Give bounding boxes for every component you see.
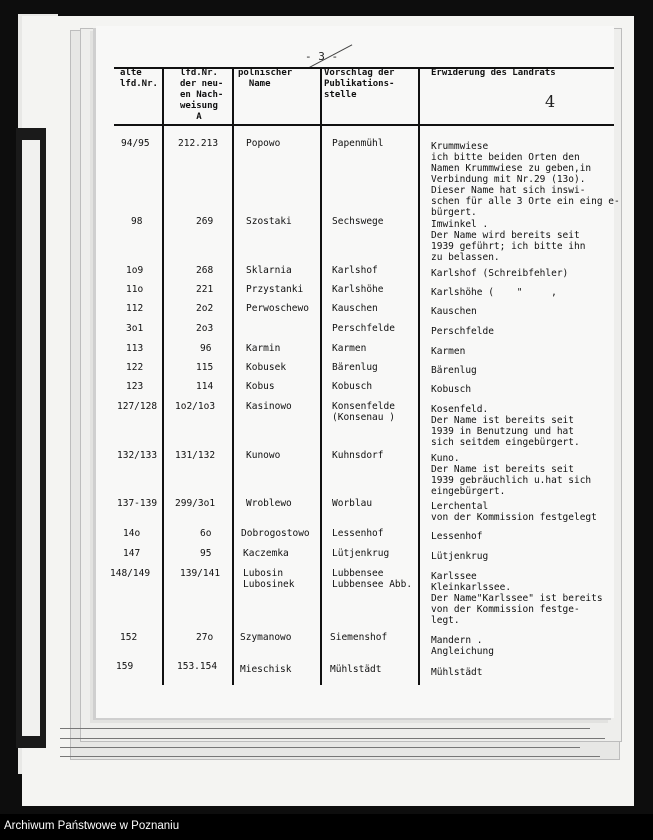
- cell-polnisch: Kobusek: [246, 362, 287, 373]
- column-divider: [320, 67, 322, 685]
- cell-erwiderung: Karlshof (Schreibfehler): [431, 268, 569, 279]
- cell-vorschlag: Kobusch: [332, 381, 373, 392]
- cell-neu: 131/132: [175, 450, 216, 461]
- cell-erwiderung: Karmen: [431, 346, 466, 357]
- cell-neu: 269: [196, 216, 214, 227]
- cell-alt: 98: [131, 216, 143, 227]
- cell-polnisch: Szymanowo: [240, 632, 292, 643]
- cell-polnisch: Szostaki: [246, 216, 292, 227]
- cell-polnisch: Kaczemka: [243, 548, 289, 559]
- header-neue-nr: lfd.Nr. der neu- en Nach- weisung A: [180, 68, 224, 122]
- paper-edges: [60, 720, 620, 790]
- column-divider: [162, 67, 164, 685]
- archive-footer: [0, 814, 653, 840]
- cell-alt: 11o: [126, 284, 144, 295]
- cell-neu: 299/3o1: [175, 498, 216, 509]
- header-alte-nr: alte lfd.Nr.: [120, 68, 158, 89]
- cell-vorschlag: Siemenshof: [330, 632, 388, 643]
- cell-vorschlag: Bärenlug: [332, 362, 378, 373]
- cell-vorschlag: Papenmühl: [332, 138, 384, 149]
- cell-erwiderung: Kauschen: [431, 306, 477, 317]
- cell-alt: 147: [123, 548, 141, 559]
- cell-erwiderung: Perschfelde: [431, 326, 494, 337]
- cell-alt: 1o9: [126, 265, 144, 276]
- page-number: - 3 -: [305, 50, 339, 63]
- cell-vorschlag: Karlshöhe: [332, 284, 384, 295]
- cell-neu: 96: [200, 343, 212, 354]
- cell-polnisch: Kasinowo: [246, 401, 292, 412]
- cell-erwiderung: Mühlstädt: [431, 667, 483, 678]
- cell-erwiderung: Imwinkel . Der Name wird bereits seit 1939 geführt; ich bitte ihn zu belassen.: [431, 219, 586, 263]
- cell-polnisch: Kunowo: [246, 450, 281, 461]
- cell-vorschlag: Lütjenkrug: [332, 548, 390, 559]
- cell-neu: 2o2: [196, 303, 214, 314]
- cell-vorschlag: Kauschen: [332, 303, 378, 314]
- cell-vorschlag: Lessenhof: [332, 528, 384, 539]
- cell-erwiderung: Lessenhof: [431, 531, 483, 542]
- cell-erwiderung: Lütjenkrug: [431, 551, 489, 562]
- cell-vorschlag: Kuhnsdorf: [332, 450, 384, 461]
- folder-tab-strip: [16, 128, 46, 748]
- column-divider: [232, 67, 234, 685]
- cell-erwiderung: Lerchental von der Kommission festgelegt: [431, 501, 597, 523]
- cell-polnisch: Kobus: [246, 381, 275, 392]
- header-polnischer-name: polnischer Name: [238, 68, 293, 89]
- header-vorschlag: Vorschlag der Publikations- stelle: [324, 68, 395, 100]
- cell-alt: 123: [126, 381, 144, 392]
- cell-neu: 268: [196, 265, 214, 276]
- cell-neu: 139/141: [180, 568, 221, 579]
- archive-name: Archiwum Państwowe w Poznaniu: [4, 820, 180, 832]
- cell-erwiderung: Karlssee Kleinkarlssee. Der Name"Karlssee" ist bereits von der Kommission festge- legt.: [431, 571, 603, 626]
- cell-polnisch: Mieschisk: [240, 664, 292, 675]
- cell-alt: 132/133: [117, 450, 158, 461]
- cell-vorschlag: Worblau: [332, 498, 373, 509]
- cell-erwiderung: Krummwiese ich bitte beiden Orten den Namen Krummwiese zu geben,in Verbindung mit Nr.29 (13o). Dieser Name hat sich inswi- schen für alle 3 Orte ein eing e- bürgert.: [431, 141, 620, 218]
- cell-neu: 114: [196, 381, 214, 392]
- cell-alt: 137-139: [117, 498, 158, 509]
- cell-alt: 112: [126, 303, 144, 314]
- cell-neu: 115: [196, 362, 214, 373]
- cell-neu: 6o: [200, 528, 212, 539]
- cell-alt: 113: [126, 343, 144, 354]
- cell-polnisch: Karmin: [246, 343, 281, 354]
- cell-polnisch: Sklarnia: [246, 265, 292, 276]
- cell-alt: 3o1: [126, 323, 144, 334]
- cell-neu: 153.154: [177, 661, 218, 672]
- cell-erwiderung: Kobusch: [431, 384, 472, 395]
- handwritten-mark: 4: [545, 92, 556, 111]
- cell-alt: 148/149: [110, 568, 151, 579]
- table-header-rule: [114, 124, 614, 126]
- cell-polnisch: Dobrogostowo: [241, 528, 310, 539]
- cell-neu: 95: [200, 548, 212, 559]
- header-erwiderung: Erwiderung des Landrats: [431, 68, 556, 78]
- cell-alt: 14o: [123, 528, 141, 539]
- cell-alt: 159: [116, 661, 134, 672]
- cell-erwiderung: Mandern . Angleichung: [431, 635, 494, 657]
- cell-alt: 152: [120, 632, 138, 643]
- cell-polnisch: Lubosin Lubosinek: [243, 568, 295, 590]
- cell-neu: 2o3: [196, 323, 214, 334]
- cell-alt: 94/95: [121, 138, 150, 149]
- cell-neu: 221: [196, 284, 214, 295]
- cell-polnisch: Perwoschewo: [246, 303, 309, 314]
- cell-erwiderung: Bärenlug: [431, 365, 477, 376]
- cell-polnisch: Wroblewo: [246, 498, 292, 509]
- cell-polnisch: Przystanki: [246, 284, 304, 295]
- cell-alt: 122: [126, 362, 144, 373]
- cell-vorschlag: Konsenfelde (Konsenau ): [332, 401, 395, 423]
- cell-erwiderung: Kosenfeld. Der Name ist bereits seit 1939 in Benutzung und hat sich seitdem eingebürgert.: [431, 404, 580, 448]
- column-divider: [418, 67, 420, 685]
- cell-neu: 27o: [196, 632, 214, 643]
- cell-neu: 212.213: [178, 138, 219, 149]
- cell-vorschlag: Lubbensee Lubbensee Abb.: [332, 568, 413, 590]
- cell-erwiderung: Karlshöhe ( " ,: [431, 287, 557, 298]
- cell-vorschlag: Karmen: [332, 343, 367, 354]
- cell-alt: 127/128: [117, 401, 158, 412]
- cell-vorschlag: Mühlstädt: [330, 664, 382, 675]
- cell-vorschlag: Karlshof: [332, 265, 378, 276]
- cell-polnisch: Popowo: [246, 138, 281, 149]
- cell-vorschlag: Perschfelde: [332, 323, 395, 334]
- cell-erwiderung: Kuno. Der Name ist bereits seit 1939 gebräuchlich u.hat sich eingebürgert.: [431, 453, 592, 497]
- cell-vorschlag: Sechswege: [332, 216, 384, 227]
- cell-neu: 1o2/1o3: [175, 401, 216, 412]
